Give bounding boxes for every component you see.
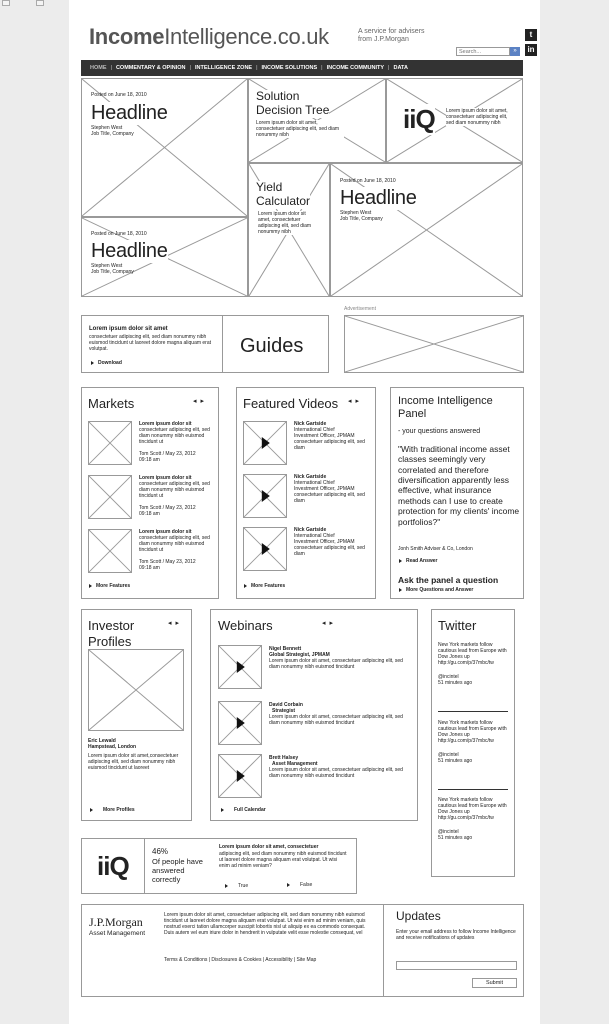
- panel-title: Markets: [88, 396, 135, 411]
- divider: [144, 839, 145, 893]
- poll-question: Lorem ipsum dolor sit amet, consectetuer: [219, 844, 319, 850]
- iiq-logo-icon: iiQ: [97, 851, 129, 881]
- window-corner-left: [2, 0, 10, 6]
- carousel-arrows-icon[interactable]: ◂ ▸: [348, 398, 360, 405]
- play-icon: [237, 717, 245, 729]
- thumbnail: [88, 529, 132, 573]
- byline: Stephen West Job Title, Company: [91, 125, 134, 137]
- webinar-item[interactable]: David Corbain Strategist Lorem ipsum dolor sit amet, consectetuer adipiscing elit, sed diam nonummy nibh euismod tincidunt: [218, 701, 414, 754]
- tweet[interactable]: New York markets follow cautious lead from Europe with Dow Jones up http://gu.com/p/37mbc/tw @incintel 51 minutes ago: [438, 642, 507, 686]
- webinar-item[interactable]: Nigel Bennett Global Strategist, JPMAM Lorem ipsum dolor sit amet, consectetuer adipiscing elit, sed diam nonummy nibh euismod tincidunt: [218, 645, 414, 701]
- quote-attribution: Jonh Smith Adviser & Co, London: [398, 546, 473, 552]
- true-option[interactable]: True: [225, 883, 248, 889]
- solution-decision-tree[interactable]: [248, 78, 386, 163]
- full-calendar-link[interactable]: Full Calendar: [221, 807, 266, 813]
- markets-panel: [81, 387, 219, 599]
- updates-body: Enter your email address to follow Income Intelligence and receive notifications of updates: [396, 929, 516, 941]
- video-thumbnail[interactable]: [218, 754, 262, 798]
- video-item[interactable]: Nick Gartside International Chief Investment Officer, JPMAM consectetuer adipiscing elit, sed diam: [243, 421, 373, 474]
- video-thumbnail[interactable]: [218, 645, 262, 689]
- video-item[interactable]: Nick Gartside International Chief Investment Officer, JPMAM consectetuer adipiscing elit, sed diam: [243, 527, 373, 580]
- nav-data[interactable]: DATA: [393, 65, 408, 71]
- post-date: Posted on June 18, 2010: [340, 178, 396, 184]
- panel-subtitle: - your questions answered: [398, 428, 481, 435]
- tool-desc: Lorem ipsum dolor sit amet, consectetuer adipiscing elit, sed diam nonummy nibh: [258, 211, 316, 235]
- featured-videos-panel: [236, 387, 376, 599]
- arrow-right-icon: [244, 584, 247, 588]
- more-profiles-link[interactable]: More Profiles: [90, 807, 135, 813]
- advert-placeholder[interactable]: [344, 315, 524, 373]
- guides-lead: Lorem ipsum dolor sit amet: [89, 326, 168, 332]
- panel-title: Investor Profiles: [88, 618, 135, 649]
- nav-income-solutions[interactable]: INCOME SOLUTIONS: [261, 65, 318, 71]
- jpmorgan-logo[interactable]: J.P.Morgan: [89, 915, 143, 929]
- read-answer-link[interactable]: Read Answer: [399, 558, 438, 564]
- investor-profiles-panel: [81, 609, 192, 821]
- panel-title: Webinars: [218, 618, 273, 633]
- iiq-desc: Lorem ipsum dolor sit amet, consectetuer adipiscing elit, sed diam nonummy nibh: [446, 108, 514, 126]
- tweet[interactable]: New York markets follow cautious lead from Europe with Dow Jones up http://gu.com/p/37mbc/tw @incintel 51 minutes ago: [438, 797, 507, 841]
- list-item[interactable]: Lorem ipsum dolor sit consectetuer adipiscing elit, sed diam nonummy nibh euismod tincidunt ut Tom Scott / May 23, 2012 09:18 am: [88, 475, 216, 529]
- divider: [438, 789, 508, 790]
- submit-button[interactable]: Submit: [472, 978, 517, 988]
- nav-income-community[interactable]: INCOME COMMUNITY: [326, 65, 385, 71]
- play-icon: [237, 661, 245, 673]
- headline[interactable]: Headline: [340, 187, 417, 209]
- carousel-arrows-icon[interactable]: ◂ ▸: [322, 620, 334, 627]
- tweet[interactable]: New York markets follow cautious lead from Europe with Dow Jones up http://gu.com/p/37mbc/tw @incintel 51 minutes ago: [438, 720, 507, 764]
- more-features-link[interactable]: More Features: [244, 583, 285, 589]
- nav-commentary[interactable]: COMMENTARY & OPINION: [115, 65, 186, 71]
- feature-article-a[interactable]: [81, 78, 248, 217]
- arrow-right-icon: [287, 883, 290, 887]
- main-nav: HOME | COMMENTARY & OPINION | INTELLIGENCE ZONE | INCOME SOLUTIONS | INCOME COMMUNITY | DATA: [81, 60, 523, 76]
- play-icon: [262, 490, 270, 502]
- tagline: A service for advisers from J.P.Morgan: [358, 28, 425, 44]
- poll-box: [81, 838, 357, 894]
- linkedin-icon[interactable]: in: [525, 44, 537, 56]
- arrow-right-icon: [399, 559, 402, 563]
- play-icon: [237, 770, 245, 782]
- webinars-panel: [210, 609, 418, 821]
- nav-intelligence-zone[interactable]: INTELLIGENCE ZONE: [194, 65, 253, 71]
- arrow-right-icon: [221, 808, 224, 812]
- carousel-arrows-icon[interactable]: ◂ ▸: [168, 620, 180, 627]
- divider: [222, 316, 223, 372]
- profile-body: Lorem ipsum dolor sit amet,consectetuer adipiscing elit, sed diam nonummy nibh euismod tincidunt ut laoreet: [88, 753, 179, 771]
- income-panel: [390, 387, 524, 599]
- twitter-panel: [431, 609, 515, 877]
- window-corner-right: [36, 0, 44, 6]
- video-thumbnail[interactable]: [243, 474, 287, 518]
- ask-panel-link[interactable]: Ask the panel a question: [398, 575, 499, 585]
- email-field[interactable]: [396, 961, 517, 970]
- footer-body: Lorem ipsum dolor sit amet, consectetuer adipiscing elit, sed diam nonummy nibh euismod tincidunt ut laoreet dolore magna aliquam erat volutpat. Ut wisi enim ad minim veniam, quis nostrud exerci tation ullamcorper suscipit lobortis nisl ut aliquip ex ea commodo consequat. Duis autem vel eum iriure dolor in hendrerit in vulputate velit esse molestie consequat, vel: [164, 912, 366, 936]
- webinar-item[interactable]: Brett Halsey Asset Management Lorem ipsum dolor sit amet, consectetuer adipiscing elit, sed diam nonummy nibh euismod tincidunt: [218, 754, 414, 804]
- panel-title: Income Intelligence Panel: [398, 395, 493, 421]
- list-item[interactable]: Lorem ipsum dolor sit consectetuer adipiscing elit, sed diam nonummy nibh euismod tincidunt ut Tom Scott / May 23, 2012 09:18 am: [88, 421, 216, 475]
- divider: [438, 711, 508, 712]
- footer-links[interactable]: Terms & Conditions | Disclosures & Cookies | Accessibility | Site Map: [164, 957, 317, 963]
- footer-box: [81, 904, 524, 997]
- feature-article-c[interactable]: [330, 163, 523, 297]
- feature-article-b[interactable]: [81, 217, 248, 297]
- download-link[interactable]: Download: [91, 360, 122, 366]
- nav-home[interactable]: HOME: [90, 65, 107, 71]
- advert-label: Advertisement: [344, 306, 376, 312]
- poll-body: adipiscing elit, sed diam nonummy nibh euismod tincidunt ut laoreet dolore magna aliquam erat volutpat. Ut wisi enim ad minim veniam?: [219, 851, 347, 869]
- updates-title: Updates: [396, 909, 441, 923]
- thumbnail: [88, 475, 132, 519]
- video-thumbnail[interactable]: [243, 527, 287, 571]
- yield-calculator[interactable]: [248, 163, 330, 297]
- video-item[interactable]: Nick Gartside International Chief Investment Officer, JPMAM consectetuer adipiscing elit, sed diam: [243, 474, 373, 527]
- more-features-link[interactable]: More Features: [89, 583, 130, 589]
- search-input[interactable]: [456, 47, 510, 56]
- poll-percent: 46%: [152, 847, 169, 856]
- poll-stat: Of people have answered correctly: [152, 857, 203, 884]
- play-icon: [262, 437, 270, 449]
- post-date: Posted on June 18, 2010: [91, 231, 147, 237]
- panel-title: Featured Videos: [243, 396, 339, 411]
- tool-title: Solution Decision Tree: [256, 89, 330, 117]
- iiq-logo-icon: iiQ: [403, 104, 435, 134]
- arrow-right-icon: [399, 588, 402, 592]
- asset-management-label: Asset Management: [89, 930, 146, 937]
- panel-quote: "With traditional income asset classes seemingly very correlated and therefore diversification apparently less effective, what insurance methods can I use to create protection for my clients' income portfolios?": [398, 444, 520, 527]
- tool-desc: Lorem ipsum dolor sit amet, consectetuer adipiscing elit, sed diam nonummy nibh: [256, 120, 344, 138]
- more-questions-link[interactable]: More Questions and Answer: [399, 587, 473, 593]
- divider: [383, 905, 384, 996]
- tool-title: Yield Calculator: [256, 180, 311, 208]
- profile-name: Eric Lewald Hampstead, London: [88, 738, 137, 750]
- guides-title[interactable]: Guides: [240, 335, 304, 357]
- iiq-teaser[interactable]: [386, 78, 523, 163]
- video-thumbnail[interactable]: [243, 421, 287, 465]
- list-item[interactable]: Lorem ipsum dolor sit consectetuer adipiscing elit, sed diam nonummy nibh euismod tincidunt ut Tom Scott / May 23, 2012 09:18 am: [88, 529, 216, 583]
- byline: Stephen West Job Title, Company: [91, 263, 134, 275]
- arrow-right-icon: [225, 884, 228, 888]
- search-button[interactable]: »: [510, 47, 520, 56]
- headline[interactable]: Headline: [91, 102, 168, 124]
- panel-title: Twitter: [438, 618, 477, 633]
- headline[interactable]: Headline: [91, 240, 168, 262]
- guides-box: [81, 315, 329, 373]
- play-icon: [262, 543, 270, 555]
- guides-body: consectetuer adipiscing elit, sed diam nonummy nibh euismod tincidunt ut laoreet dolore magna aliquam erat volutpat.: [89, 334, 212, 352]
- twitter-icon[interactable]: t: [525, 29, 537, 41]
- carousel-arrows-icon[interactable]: ◂ ▸: [193, 398, 205, 405]
- site-logo[interactable]: IncomeIntelligence.co.uk: [89, 24, 329, 49]
- arrow-right-icon: [91, 361, 94, 365]
- thumbnail: [88, 421, 132, 465]
- post-date: Posted on June 18, 2010: [91, 92, 147, 98]
- profile-photo[interactable]: [88, 649, 184, 731]
- byline: Stephen West Job Title, Company: [340, 210, 383, 222]
- arrow-right-icon: [89, 584, 92, 588]
- false-option[interactable]: False: [287, 882, 312, 888]
- video-thumbnail[interactable]: [218, 701, 262, 745]
- arrow-right-icon: [90, 808, 93, 812]
